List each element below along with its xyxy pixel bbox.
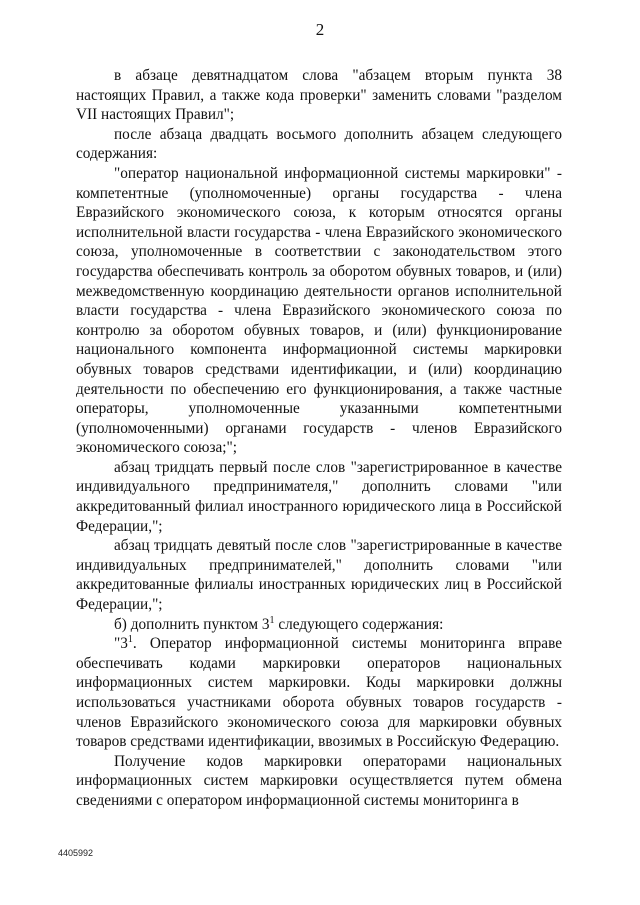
item-b-text-end: следующего содержания: bbox=[274, 615, 444, 633]
point-3-1-superscript: 1 bbox=[127, 634, 133, 646]
item-b-paragraph bbox=[76, 615, 562, 635]
paragraph-3: "оператор национальной информационной системы маркировки" - компетентные (уполномоченные) органы государства - члена Евразийского экономического союза, к которым относятся органы исполнительной власти государства - члена Евразийского экономического союза, уполномоченные в соответствии с законодательством этого государства обеспечивать контроль за оборотом обувных товаров, и (или) межведомственную координацию деятельности органов исполнительной власти государства - члена Евразийского экономического союза по контролю за оборотом обувных товаров, и (или) функционирование национального компонента информационной системы маркировки обувных товаров средствами идентификации, и (или) координацию деятельности по обеспечению его функционирования, а также частные операторы, уполномоченные указанными компетентными (уполномоченными) органами государств - членов Евразийского экономического союза;"; bbox=[76, 164, 562, 457]
document-body bbox=[76, 66, 562, 811]
item-b-text: б) дополнить пунктом 3 bbox=[114, 615, 270, 633]
paragraph-4: абзац тридцать первый после слов "зарегистрированное в качестве индивидуального предпринимателя," дополнить словами "или аккредитованный филиал иностранного юридического лица в Российской Федерации,"; bbox=[76, 458, 562, 535]
item-b-superscript: 1 bbox=[269, 614, 275, 626]
point-3-1-text: . Оператор информационной системы мониторинга вправе обеспечивать кодами маркировки операторов национальных информационных систем маркировки. Коды маркировки должны использоваться участниками оборота обувных товаров государств - членов Евразийского экономического союза для маркировки обувных товаров средствами идентификации, ввозимых в Российскую Федерацию. bbox=[76, 635, 562, 751]
point-3-1-paragraph bbox=[76, 634, 562, 752]
page-number: 2 bbox=[315, 20, 325, 39]
last-paragraph: Получение кодов маркировки операторами национальных информационных систем маркировки осуществляется путем обмена сведениями с оператором информационной системы мониторинга в bbox=[76, 752, 562, 809]
paragraph-5: абзац тридцать девятый после слов "зарегистрированные в качестве индивидуальных предпринимателей," дополнить словами "или аккредитованные филиалы иностранных юридических лиц в Российской Федерации,"; bbox=[76, 537, 562, 614]
paragraph-2: после абзаца двадцать восьмого дополнить абзацем следующего содержания: bbox=[76, 125, 562, 163]
document-id: 4405992 bbox=[58, 848, 94, 858]
point-3-1-number: "3 bbox=[114, 635, 128, 653]
paragraph-1: в абзаце девятнадцатом слова "абзацем вторым пункта 38 настоящих Правил, а также кода проверки" заменить словами "разделом VII настоящих Правил"; bbox=[76, 67, 562, 124]
